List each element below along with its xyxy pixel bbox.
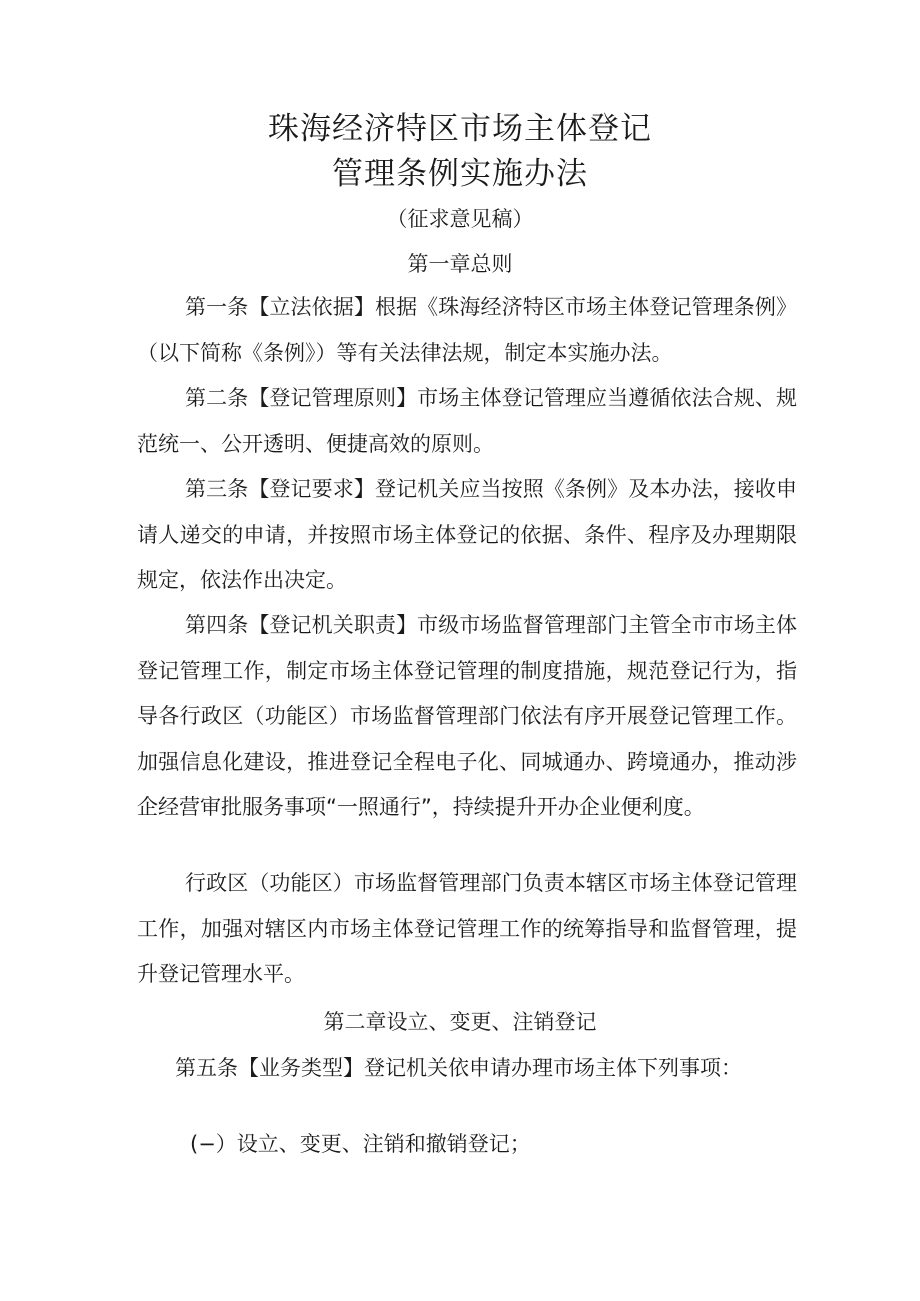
article-4: 第四条【登记机关职责】市级市场监督管理部门主管全市市场主体登记管理工作，制定市场主体登记管理的制度措施，规范登记行为，指导各行政区（功能区）市场监督管理部门依法有序开展登记管理工作。加强信息化建设，推进登记全程电子化、同城通办、跨境通办，推动涉企经营审批服务事项“一照通行”，持续提升开办企业便利度。 (137, 613, 797, 819)
article-3: 第三条【登记要求】登记机关应当按照《条例》及本办法，接收申请人递交的申请，并按照市场主体登记的依据、条件、程序及办理期限规定，依法作出决定。 (137, 477, 797, 592)
article-1: 第一条【立法依据】根据《珠海经济特区市场主体登记管理条例》（以下简称《条例》）等有关法律法规，制定本实施办法。 (137, 295, 797, 365)
article-5-item-1: (−）设立、变更、注销和撤销登记； (190, 1132, 531, 1156)
article-2: 第二条【登记管理原则】市场主体登记管理应当遵循依法合规、规范统一、公开透明、便捷高效的原则。 (137, 386, 797, 456)
document-subtitle: （征求意见稿） (386, 207, 534, 231)
document-title-line2: 管理条例实施办法 (332, 156, 588, 192)
article-5: 第五条【业务类型】登记机关依申请办理市场主体下列事项： (175, 1056, 742, 1080)
chapter-heading-2: 第二章设立、变更、注销登记 (323, 1010, 597, 1034)
chapter-heading-1: 第一章总则 (407, 252, 513, 276)
document-title-line1: 珠海经济特区市场主体登记 (268, 111, 652, 147)
article-4-paragraph-2: 行政区（功能区）市场监督管理部门负责本辖区市场主体登记管理工作，加强对辖区内市场主体登记管理工作的统筹指导和监督管理，提升登记管理水平。 (137, 871, 797, 986)
